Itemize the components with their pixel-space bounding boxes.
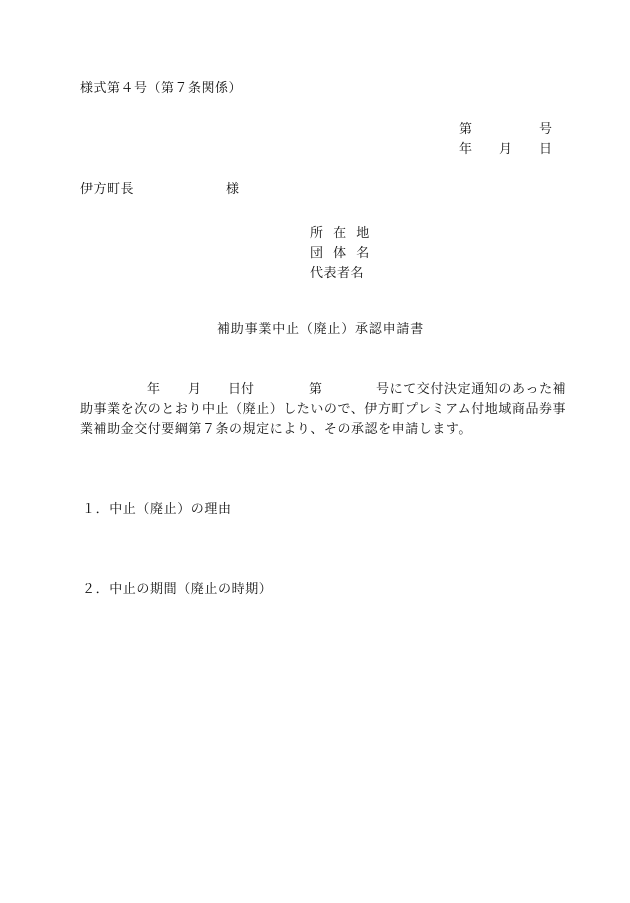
section-heading-period: ２．中止の期間（廃止の時期） [82, 582, 273, 597]
body-line-3: 業補助金交付要綱第７条の規定により、その承認を申請します。 [80, 422, 472, 437]
addressee-honorific: 様 [226, 182, 240, 197]
applicant-org-label: 団 体 名 [310, 246, 373, 261]
body-line-2: 助事業を次のとおり中止（廃止）したいので、伊方町プレミアム付地域商品券事 [80, 402, 567, 417]
form-number: 様式第４号（第７条関係） [80, 81, 243, 96]
applicant-block [310, 224, 372, 284]
addressee-name: 伊方町長 [80, 182, 135, 197]
applicant-address-label: 所 在 地 [310, 226, 373, 241]
document-number-prefix: 第 [459, 122, 473, 137]
section-heading-reason: １．中止（廃止）の理由 [82, 502, 232, 517]
body-number-prefix: 第 [309, 382, 323, 397]
body-year-label: 年 [147, 382, 161, 397]
date-year-label: 年 [459, 142, 473, 157]
document-title: 補助事業中止（廃止）承認申請書 [217, 322, 425, 337]
date-day-label: 日 [539, 142, 553, 157]
date-month-label: 月 [499, 142, 513, 157]
body-dated-label: 日付 [228, 382, 255, 397]
applicant-rep-label: 代表者名 [310, 266, 365, 281]
body-month-label: 月 [188, 382, 202, 397]
body-line-1-text: 号にて交付決定通知のあった補 [376, 382, 567, 397]
document-number-suffix: 号 [539, 122, 553, 137]
